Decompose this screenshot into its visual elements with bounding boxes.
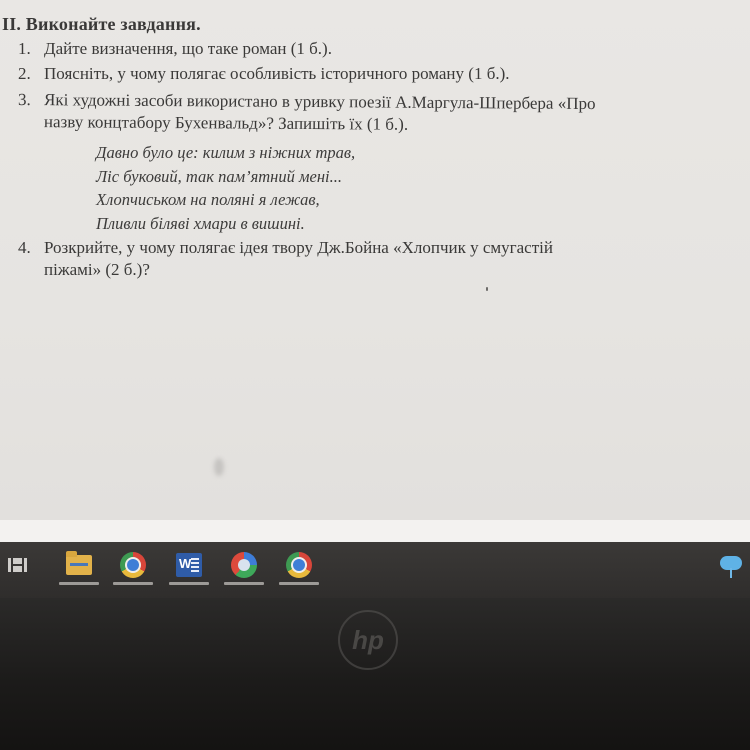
- taskbar: [0, 520, 750, 598]
- question-1: [18, 38, 332, 60]
- chrome-remote-icon[interactable]: [229, 550, 259, 580]
- stray-mark: [486, 287, 488, 291]
- file-explorer-active-indicator: [59, 582, 99, 585]
- question-text: Які художні засоби використано в уривку поезії А.Маргула-Шпербера «Про: [44, 90, 596, 114]
- chrome-active-indicator: [113, 582, 153, 585]
- question-number: 1.: [18, 39, 31, 58]
- window-bottom-edge: [0, 520, 750, 542]
- question-text-continued: піжамі» (2 б.)?: [44, 260, 150, 279]
- question-3: [18, 89, 596, 137]
- chrome-2-active-indicator: [279, 582, 319, 585]
- chrome-icon[interactable]: [118, 550, 148, 580]
- task-view-icon[interactable]: [8, 555, 32, 575]
- poem-line: Ліс буковий, так пам’ятний мені...: [96, 166, 342, 186]
- word-active-indicator: [169, 582, 209, 585]
- poem-line: Давно було це: килим з ніжних трав,: [96, 143, 356, 162]
- chrome-icon[interactable]: [284, 550, 314, 580]
- weather-icon[interactable]: [718, 550, 746, 580]
- section-title: ІІ. Виконайте завдання.: [2, 14, 201, 34]
- question-4: [18, 237, 553, 281]
- file-explorer-icon[interactable]: [64, 550, 94, 580]
- question-number: 2.: [18, 64, 31, 83]
- poem-line: Пливли біляві хмари в вишині.: [96, 213, 305, 233]
- word-icon[interactable]: [174, 550, 204, 580]
- question-number: 3.: [18, 90, 31, 110]
- question-text-continued: назву концтабору Бухенвальд»? Запишіть їх (1 б.).: [43, 112, 409, 134]
- chrome-remote-active-indicator: [224, 582, 264, 585]
- poem-excerpt: [96, 141, 355, 235]
- question-2: [18, 63, 510, 85]
- screen-smudge: [214, 458, 224, 476]
- question-text: Розкрийте, у чому полягає ідея твору Дж.Бойна «Хлопчик у смугастій: [44, 238, 553, 257]
- poem-line: Хлопчиськом на поляні я лежав,: [96, 190, 320, 209]
- taskbar-background: [0, 542, 750, 598]
- question-text: Поясніть, у чому полягає особливість історичного роману (1 б.).: [44, 64, 510, 83]
- question-number: 4.: [18, 238, 31, 257]
- hp-logo-icon: hp: [338, 610, 398, 670]
- question-text: Дайте визначення, що таке роман (1 б.).: [44, 39, 332, 58]
